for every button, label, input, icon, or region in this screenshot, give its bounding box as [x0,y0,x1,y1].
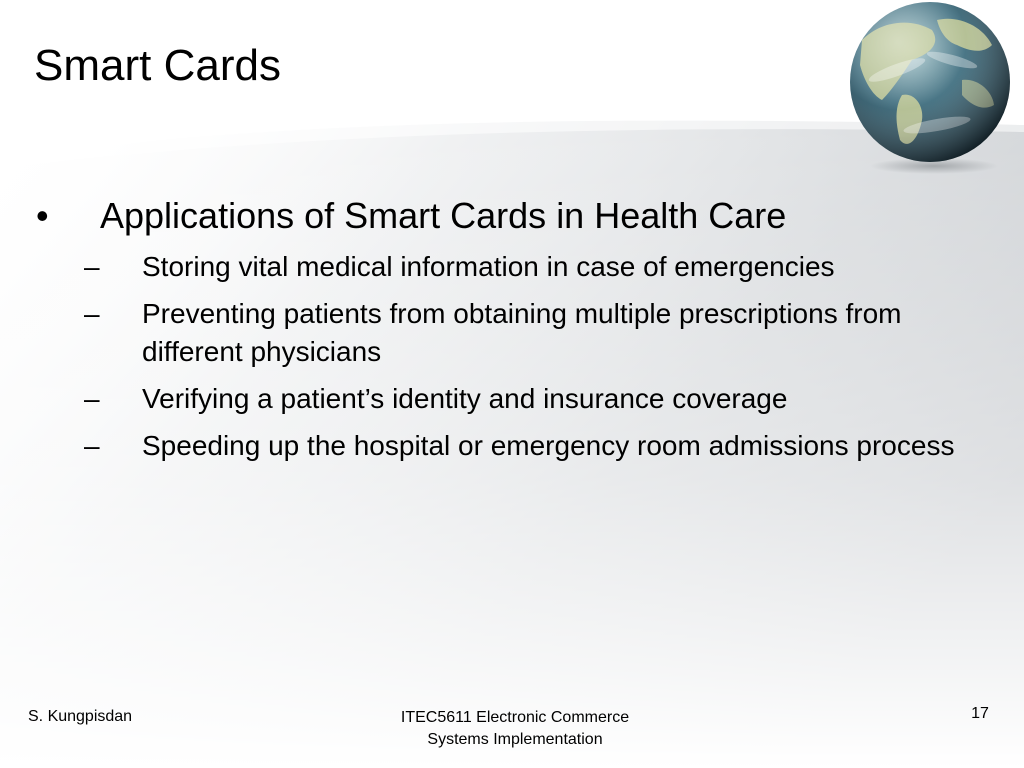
earth-globe-icon [842,0,1024,175]
slide-title: Smart Cards [34,41,281,90]
dash-mark: – [84,251,100,282]
list-item-text: Preventing patients from obtaining multiple prescriptions from different physicians [142,298,902,367]
list-item-text: Speeding up the hospital or emergency room admissions process [142,430,955,461]
list-item [0,248,1000,286]
footer-course-line-2: Systems Implementation [427,731,603,748]
footer-author: S. Kungpisdan [28,708,133,725]
dash-mark: – [84,383,100,414]
list-item-text: Verifying a patient’s identity and insurance coverage [142,383,788,414]
main-bullet [0,192,1000,242]
footer-course [360,707,670,751]
sub-bullet-list [0,248,1000,465]
main-bullet-text: Applications of Smart Cards in Health Care [100,195,787,236]
slide-number: 17 [971,705,989,722]
dash-mark: – [84,298,100,329]
list-item [0,295,1000,371]
slide-body [0,192,1000,474]
bullet-mark: • [36,195,49,236]
list-item-text: Storing vital medical information in case of emergencies [142,251,835,282]
list-item [0,380,1000,418]
list-item [0,427,1000,465]
footer-course-line-1: ITEC5611 Electronic Commerce [400,709,630,726]
dash-mark: – [84,430,100,461]
